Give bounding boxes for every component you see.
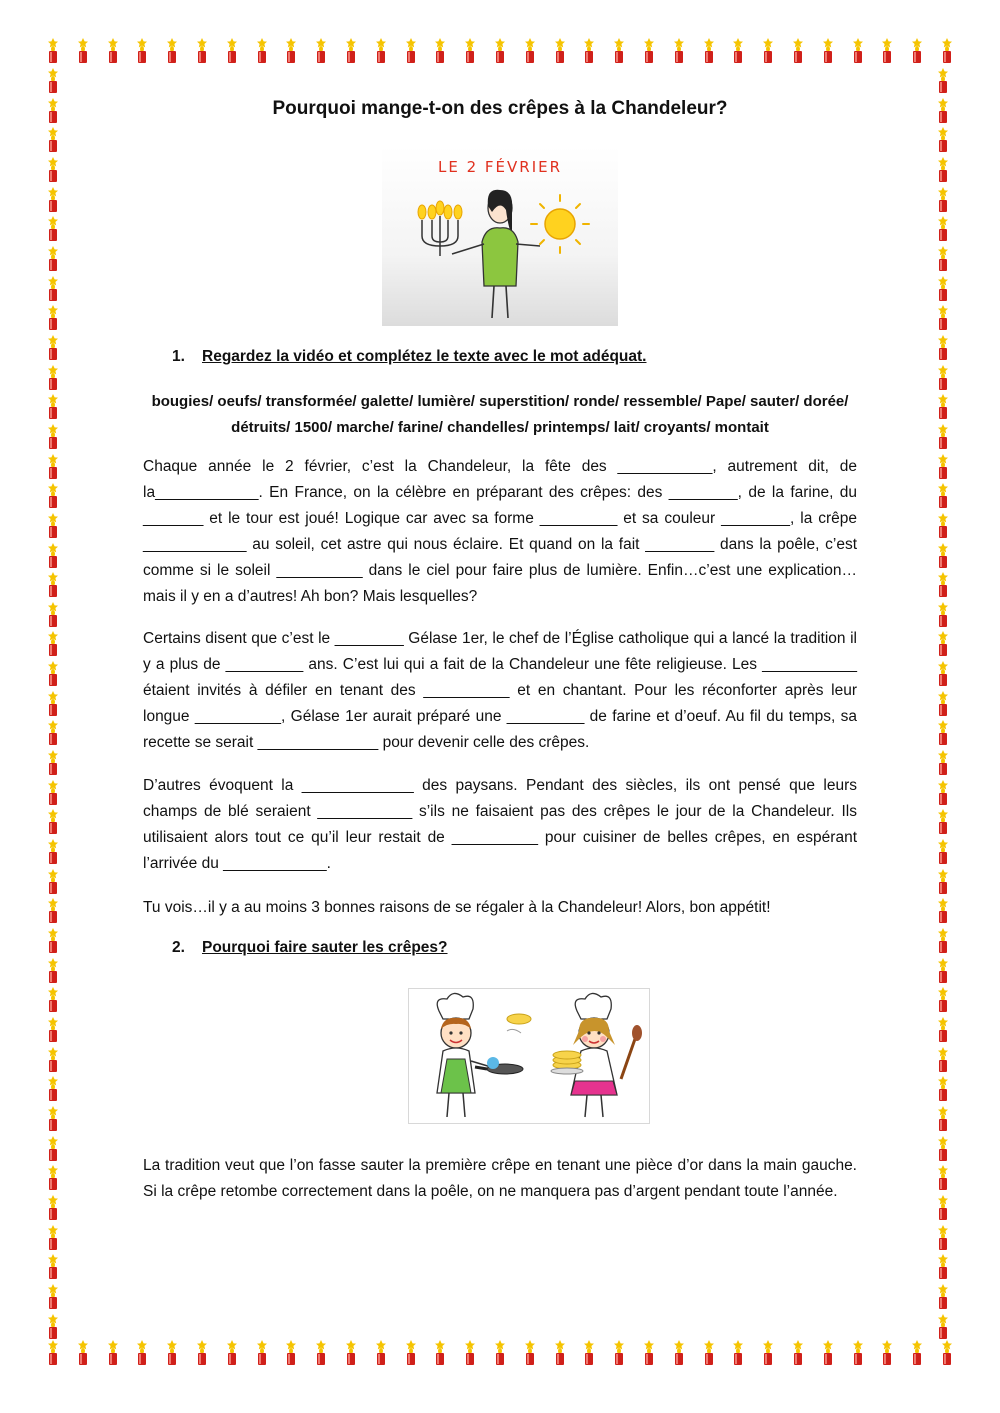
candle-icon (461, 1340, 479, 1370)
candle-icon (521, 38, 539, 68)
candle-icon (133, 38, 151, 68)
candle-icon (938, 1340, 956, 1370)
candle-icon (44, 454, 66, 480)
candle-icon (193, 38, 211, 68)
candle-icon (44, 1254, 66, 1280)
candle-icon (44, 1225, 66, 1251)
candle-icon (934, 216, 956, 242)
candle-icon (670, 38, 688, 68)
candle-icon (934, 1254, 956, 1280)
section-2-title: Pourquoi faire sauter les crêpes? (202, 939, 448, 956)
candle-icon (44, 1340, 62, 1370)
candle-icon (193, 1340, 211, 1370)
candle-icon (44, 750, 66, 776)
candle-icon (551, 38, 569, 68)
candle-icon (44, 928, 66, 954)
candelabra-sun-illustration-icon (382, 146, 618, 326)
paragraph-1: Chaque année le 2 février, c’est la Chandeleur, la fête des ___________, autrement dit, de la____________. En France, on la célèbre en préparant des crêpes: des ________, de la farine, du _______ et le tour est joué! Logique car avec sa forme _________ et sa couleur ________, la crêpe ____________ au soleil, cet astre qui nous éclaire. Et quand on la fait ________ dans la poêle, c’est comme si le soleil __________ dans le ciel pour faire plus de lumière. Enfin…c’est une explication…mais il y en a d’autres! Ah bon? Mais lesquelles? (143, 458, 857, 605)
candle-icon (44, 335, 66, 361)
candle-icon (44, 987, 66, 1013)
candle-icon (878, 38, 896, 68)
border-left (44, 68, 66, 1340)
candle-icon (934, 809, 956, 835)
paragraph-3: D’autres évoquent la _____________ des paysans. Pendant des siècles, ils ont pensé que leurs champs de blé seraient ___________ s’ils ne faisaient pas des crêpes le jour de la Chandeleur. Ils utilisaient alors tout ce qu’il leur restait de __________ pour cuisiner de belles crêpes, en espérant l’arrivée du ____________. (143, 777, 857, 872)
candle-icon (44, 127, 66, 153)
candle-icon (700, 1340, 718, 1370)
candle-icon (729, 38, 747, 68)
candle-icon (934, 750, 956, 776)
candle-icon (44, 68, 66, 94)
candle-icon (934, 1106, 956, 1132)
candle-icon (934, 691, 956, 717)
candle-icon (74, 1340, 92, 1370)
candle-icon (44, 572, 66, 598)
candle-icon (44, 157, 66, 183)
candle-icon (491, 38, 509, 68)
candle-icon (163, 38, 181, 68)
candle-icon (44, 691, 66, 717)
candle-icon (223, 1340, 241, 1370)
candle-icon (104, 1340, 122, 1370)
candle-icon (934, 1225, 956, 1251)
candle-icon (551, 1340, 569, 1370)
section-2-heading (172, 939, 448, 957)
section-1-heading (172, 348, 647, 366)
candle-icon (934, 1165, 956, 1191)
candle-icon (610, 1340, 628, 1370)
section-1-number: 1. (172, 348, 185, 365)
candle-icon (402, 38, 420, 68)
candle-icon (934, 987, 956, 1013)
candle-icon (342, 38, 360, 68)
candle-icon (700, 38, 718, 68)
candle-icon (44, 661, 66, 687)
candle-icon (44, 720, 66, 746)
candle-icon (402, 1340, 420, 1370)
candle-icon (934, 127, 956, 153)
candle-icon (934, 1047, 956, 1073)
candle-icon (133, 1340, 151, 1370)
candle-icon (878, 1340, 896, 1370)
candle-icon (934, 839, 956, 865)
candle-icon (640, 38, 658, 68)
candle-icon (44, 216, 66, 242)
candle-icon (759, 1340, 777, 1370)
candle-icon (934, 720, 956, 746)
section-1-title: Regardez la vidéo et complétez le texte avec le mot adéquat. (202, 348, 647, 365)
candle-icon (44, 246, 66, 272)
candle-icon (44, 898, 66, 924)
candle-icon (163, 1340, 181, 1370)
candle-icon (729, 1340, 747, 1370)
candle-icon (44, 365, 66, 391)
candle-icon (934, 187, 956, 213)
border-bottom (44, 1340, 956, 1370)
closing-paragraph: La tradition veut que l’on fasse sauter la première crêpe en tenant une pièce d’or dans la main gauche. Si la crêpe retombe correctement dans la poêle, on ne manquera pas d’argent pendant toute l’année. (143, 1157, 857, 1200)
candle-icon (934, 958, 956, 984)
candle-icon (934, 1284, 956, 1310)
candle-icon (282, 38, 300, 68)
candle-icon (44, 1284, 66, 1310)
candle-icon (938, 38, 956, 68)
candle-icon (44, 1165, 66, 1191)
candle-icon (44, 1314, 66, 1340)
candle-icon (934, 424, 956, 450)
chef-boy-icon (437, 993, 523, 1117)
paragraph-2: Certains disent que c’est le ________ Gélase 1er, le chef de l’Église catholique qui a lancé la tradition il y a plus de _________ ans. C’est lui qui a fait de la Chandeleur une fête religieuse. Les ___________ étaient invités à défiler en tenant des __________ et en chantant. Pour les réconforter après leur longue __________, Gélase 1er aurait préparé une _________ de farine et d’oeuf. Au fil du temps, sa recette se serait ______________ pour devenir celle des crêpes. (143, 630, 857, 751)
candle-icon (934, 602, 956, 628)
border-top (44, 38, 956, 68)
candle-icon (934, 869, 956, 895)
candle-icon (849, 38, 867, 68)
candle-icon (253, 1340, 271, 1370)
candle-icon (640, 1340, 658, 1370)
candle-icon (44, 305, 66, 331)
candle-icon (44, 483, 66, 509)
candle-icon (934, 631, 956, 657)
candle-icon (610, 38, 628, 68)
candle-icon (44, 631, 66, 657)
candle-icon (44, 1136, 66, 1162)
candle-icon (580, 1340, 598, 1370)
candle-icon (372, 38, 390, 68)
candle-icon (44, 543, 66, 569)
paragraph-4: Tu vois…il y a au moins 3 bonnes raisons de se régaler à la Chandeleur! Alors, bon appétit! (143, 899, 771, 916)
candle-icon (431, 1340, 449, 1370)
candle-icon (934, 1136, 956, 1162)
candle-icon (580, 38, 598, 68)
candle-icon (44, 1106, 66, 1132)
candle-icon (934, 572, 956, 598)
page-title: Pourquoi mange-t-on des crêpes à la Chandeleur? (272, 98, 728, 119)
flying-crepe-icon (507, 1014, 531, 1033)
candelabra-illustration (382, 146, 618, 326)
candle-icon (934, 780, 956, 806)
candle-icon (908, 1340, 926, 1370)
candle-icon (934, 1076, 956, 1102)
candle-icon (431, 38, 449, 68)
candle-icon (934, 246, 956, 272)
candle-icon (934, 276, 956, 302)
candle-icon (934, 157, 956, 183)
candle-icon (789, 1340, 807, 1370)
candle-icon (342, 1340, 360, 1370)
candle-icon (44, 38, 62, 68)
candle-icon (44, 187, 66, 213)
candle-icon (44, 1017, 66, 1043)
candle-icon (819, 38, 837, 68)
chef-girl-icon (551, 993, 642, 1117)
candle-icon (934, 305, 956, 331)
candle-icon (491, 1340, 509, 1370)
border-right (934, 68, 956, 1340)
candle-icon (44, 424, 66, 450)
candle-icon (934, 928, 956, 954)
candle-icon (934, 661, 956, 687)
candle-icon (44, 780, 66, 806)
candle-icon (44, 1047, 66, 1073)
candle-icon (934, 335, 956, 361)
candle-icon (461, 38, 479, 68)
candle-icon (312, 1340, 330, 1370)
candle-icon (934, 483, 956, 509)
candle-icon (934, 1017, 956, 1043)
candle-icon (44, 1076, 66, 1102)
candle-icon (372, 1340, 390, 1370)
candle-icon (934, 394, 956, 420)
candle-icon (282, 1340, 300, 1370)
sun-icon (531, 195, 589, 253)
candle-icon (934, 898, 956, 924)
person-icon (452, 190, 540, 318)
candle-icon (934, 1195, 956, 1221)
candle-icon (789, 38, 807, 68)
candle-icon (44, 809, 66, 835)
section-2-number: 2. (172, 939, 185, 956)
candle-icon (934, 68, 956, 94)
candle-icon (44, 276, 66, 302)
candle-icon (44, 602, 66, 628)
candelabra-icon (422, 216, 458, 256)
candle-icon (74, 38, 92, 68)
candle-icon (44, 394, 66, 420)
chefs-illustration (408, 988, 650, 1124)
candle-icon (223, 38, 241, 68)
word-bank: bougies/ oeufs/ transformée/ galette/ lumière/ superstition/ ronde/ ressemble/ Pape/ sauter/ dorée/ détruits/ 1500/ marche/ farine/ chandelles/ printemps/ lait/ croyants/ montait (151, 393, 849, 436)
candle-icon (253, 38, 271, 68)
candle-icon (44, 839, 66, 865)
candle-icon (44, 958, 66, 984)
candle-icon (759, 38, 777, 68)
candle-icon (44, 1195, 66, 1221)
candle-icon (849, 1340, 867, 1370)
candle-icon (670, 1340, 688, 1370)
candle-icon (934, 513, 956, 539)
candle-icon (934, 454, 956, 480)
candle-icon (312, 38, 330, 68)
illustration-caption: LE 2 FÉVRIER (437, 158, 563, 176)
two-chefs-flipping-crepes-illustration-icon (409, 989, 649, 1123)
candle-icon (934, 543, 956, 569)
candle-icon (44, 513, 66, 539)
candle-icon (908, 38, 926, 68)
candle-icon (521, 1340, 539, 1370)
candle-icon (934, 1314, 956, 1340)
candle-icon (44, 869, 66, 895)
candle-icon (934, 365, 956, 391)
candle-icon (104, 38, 122, 68)
candle-icon (819, 1340, 837, 1370)
